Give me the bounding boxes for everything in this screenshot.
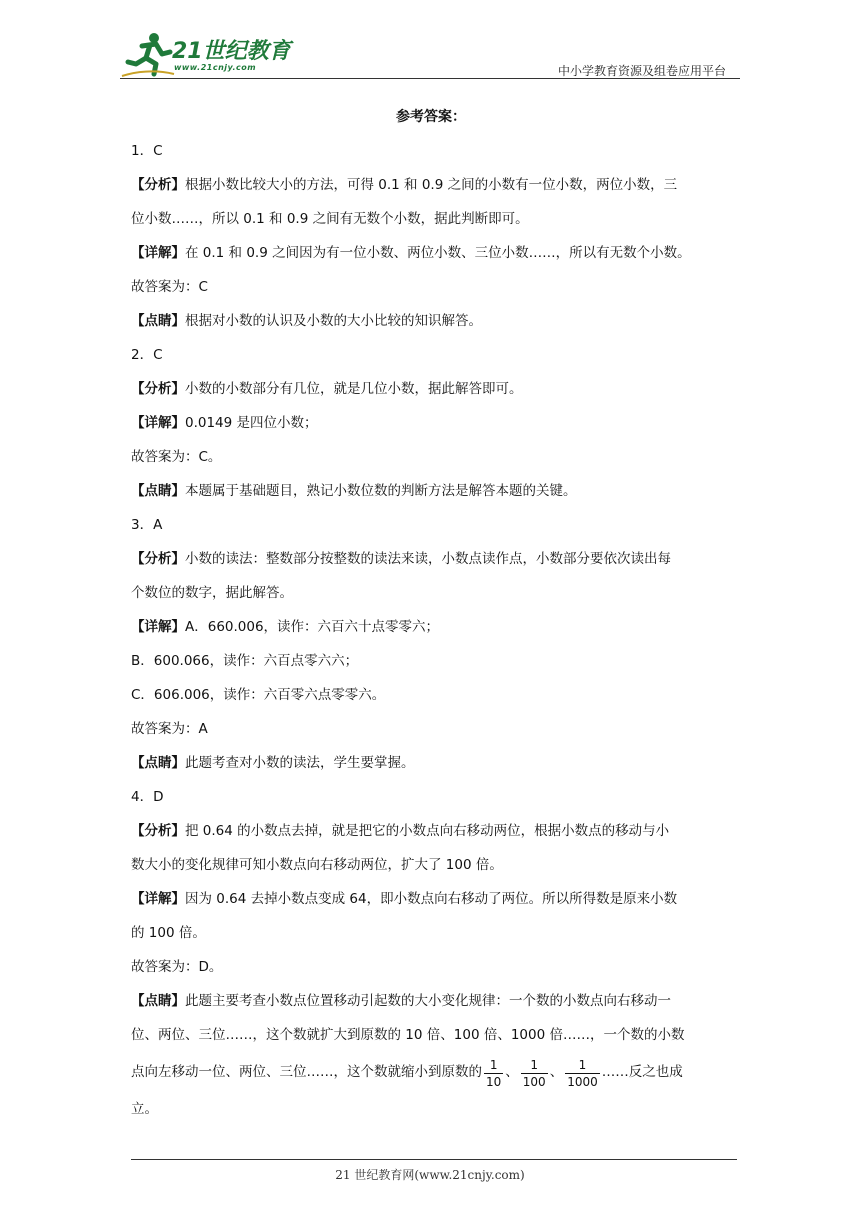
fraction bbox=[484, 1057, 503, 1090]
fraction bbox=[565, 1057, 600, 1090]
logo-title: 21世纪教育 bbox=[172, 39, 291, 64]
answer-line bbox=[131, 814, 731, 848]
header-divider bbox=[120, 78, 740, 79]
line-text: 因为 0.64 去掉小数点变成 64，即小数点向右移动了两位。所以所得数是原来小数 bbox=[185, 891, 678, 907]
line-text: 根据对小数的认识及小数的大小比较的知识解答。 bbox=[185, 313, 482, 329]
fraction-denominator: 10 bbox=[486, 1074, 502, 1089]
answer-line bbox=[131, 916, 731, 950]
answer-line bbox=[131, 1018, 731, 1052]
line-text: 位小数……，所以 0.1 和 0.9 之间有无数个小数，据此判断即可。 bbox=[131, 211, 529, 227]
site-logo bbox=[120, 30, 300, 80]
line-text: 小数的小数部分有几位，就是几位小数，据此解答即可。 bbox=[185, 381, 523, 397]
fraction-denominator: 1000 bbox=[567, 1074, 598, 1089]
line-text: 4．D bbox=[131, 789, 164, 805]
fraction-line bbox=[131, 1052, 731, 1092]
fraction-group bbox=[482, 1057, 602, 1089]
line-text: 故答案为：A bbox=[131, 721, 208, 737]
fraction-line-before: 点向左移动一位、两位、三位……，这个数就缩小到原数的 bbox=[131, 1064, 482, 1080]
answer-line bbox=[131, 780, 731, 814]
answer-line bbox=[131, 406, 731, 440]
answer-line bbox=[131, 168, 731, 202]
line-text: 的 100 倍。 bbox=[131, 925, 206, 941]
line-text: 1．C bbox=[131, 143, 163, 159]
answer-line bbox=[131, 304, 731, 338]
line-text: 2．C bbox=[131, 347, 163, 363]
line-text: 数大小的变化规律可知小数点向右移动两位，扩大了 100 倍。 bbox=[131, 857, 503, 873]
section-tag: 【详解】 bbox=[131, 415, 185, 431]
line-text: 故答案为：C。 bbox=[131, 449, 222, 465]
section-tag: 【详解】 bbox=[131, 619, 185, 635]
section-tag: 【点睛】 bbox=[131, 313, 185, 329]
answer-line bbox=[131, 440, 731, 474]
page-header bbox=[120, 30, 740, 80]
line-text: 此题考查对小数的读法，学生要掌握。 bbox=[185, 755, 415, 771]
runner-logo-icon bbox=[120, 30, 176, 78]
page-title: 参考答案： bbox=[396, 109, 466, 125]
page-footer: 21 世纪教育网(www.21cnjy.com) bbox=[335, 1168, 525, 1182]
line-text: 在 0.1 和 0.9 之间因为有一位小数、两位小数、三位小数……，所以有无数个小数。 bbox=[185, 245, 691, 261]
answer-line bbox=[131, 984, 731, 1018]
fraction-line-after: ……反之也成 bbox=[601, 1064, 683, 1080]
answer-lines bbox=[131, 134, 731, 1052]
line-text: 个数位的数字，据此解答。 bbox=[131, 585, 293, 601]
line-text: 根据小数比较大小的方法，可得 0.1 和 0.9 之间的小数有一位小数，两位小数，三 bbox=[185, 177, 678, 193]
line-text: 3．A bbox=[131, 517, 163, 533]
last-line: 立。 bbox=[131, 1101, 158, 1117]
answer-line bbox=[131, 746, 731, 780]
fraction-numerator: 1 bbox=[565, 1057, 600, 1074]
answer-line bbox=[131, 678, 731, 712]
line-text: C．606.006，读作：六百零六点零零六。 bbox=[131, 687, 386, 703]
fraction-numerator: 1 bbox=[521, 1057, 548, 1074]
answer-line bbox=[131, 270, 731, 304]
line-text: 小数的读法：整数部分按整数的读法来读，小数点读作点，小数部分要依次读出每 bbox=[185, 551, 671, 567]
answer-line bbox=[131, 202, 731, 236]
line-text: B．600.066，读作：六百点零六六； bbox=[131, 653, 359, 669]
section-tag: 【分析】 bbox=[131, 551, 185, 567]
answer-line bbox=[131, 882, 731, 916]
fraction-separator: 、 bbox=[505, 1064, 519, 1080]
section-tag: 【点睛】 bbox=[131, 755, 185, 771]
answer-content bbox=[131, 100, 731, 1126]
answer-line bbox=[131, 372, 731, 406]
section-tag: 【点睛】 bbox=[131, 483, 185, 499]
line-text: A．660.006，读作：六百六十点零零六； bbox=[185, 619, 440, 635]
answer-line bbox=[131, 950, 731, 984]
line-text: 0.0149 是四位小数； bbox=[185, 415, 318, 431]
fraction bbox=[521, 1057, 548, 1090]
answer-line bbox=[131, 542, 731, 576]
line-text: 故答案为：D。 bbox=[131, 959, 223, 975]
line-text: 此题主要考查小数点位置移动引起数的大小变化规律：一个数的小数点向右移动一 bbox=[185, 993, 671, 1009]
fraction-numerator: 1 bbox=[484, 1057, 503, 1074]
answer-line bbox=[131, 474, 731, 508]
line-text: 本题属于基础题目，熟记小数位数的判断方法是解答本题的关键。 bbox=[185, 483, 577, 499]
fraction-denominator: 100 bbox=[522, 1074, 546, 1089]
fraction-separator: 、 bbox=[549, 1064, 564, 1080]
logo-url: www.21cnjy.com bbox=[174, 63, 257, 72]
section-tag: 【详解】 bbox=[131, 891, 185, 907]
line-text: 故答案为：C bbox=[131, 279, 208, 295]
line-text: 把 0.64 的小数点去掉，就是把它的小数点向右移动两位，根据小数点的移动与小 bbox=[185, 823, 670, 839]
section-tag: 【分析】 bbox=[131, 381, 185, 397]
header-platform-name: 中小学教育资源及组卷应用平台 bbox=[557, 64, 726, 78]
section-tag: 【分析】 bbox=[131, 177, 185, 193]
answer-line bbox=[131, 644, 731, 678]
footer-divider bbox=[131, 1159, 737, 1160]
section-tag: 【分析】 bbox=[131, 823, 185, 839]
answer-line bbox=[131, 712, 731, 746]
answer-line bbox=[131, 610, 731, 644]
answer-line bbox=[131, 236, 731, 270]
line-text: 位、两位、三位……，这个数就扩大到原数的 10 倍、100 倍、1000 倍……，一个数的小数 bbox=[131, 1027, 685, 1043]
answer-line bbox=[131, 576, 731, 610]
section-tag: 【点睛】 bbox=[131, 993, 185, 1009]
answer-line bbox=[131, 338, 731, 372]
section-tag: 【详解】 bbox=[131, 245, 185, 261]
answer-line bbox=[131, 508, 731, 542]
answer-line bbox=[131, 134, 731, 168]
answer-line bbox=[131, 848, 731, 882]
